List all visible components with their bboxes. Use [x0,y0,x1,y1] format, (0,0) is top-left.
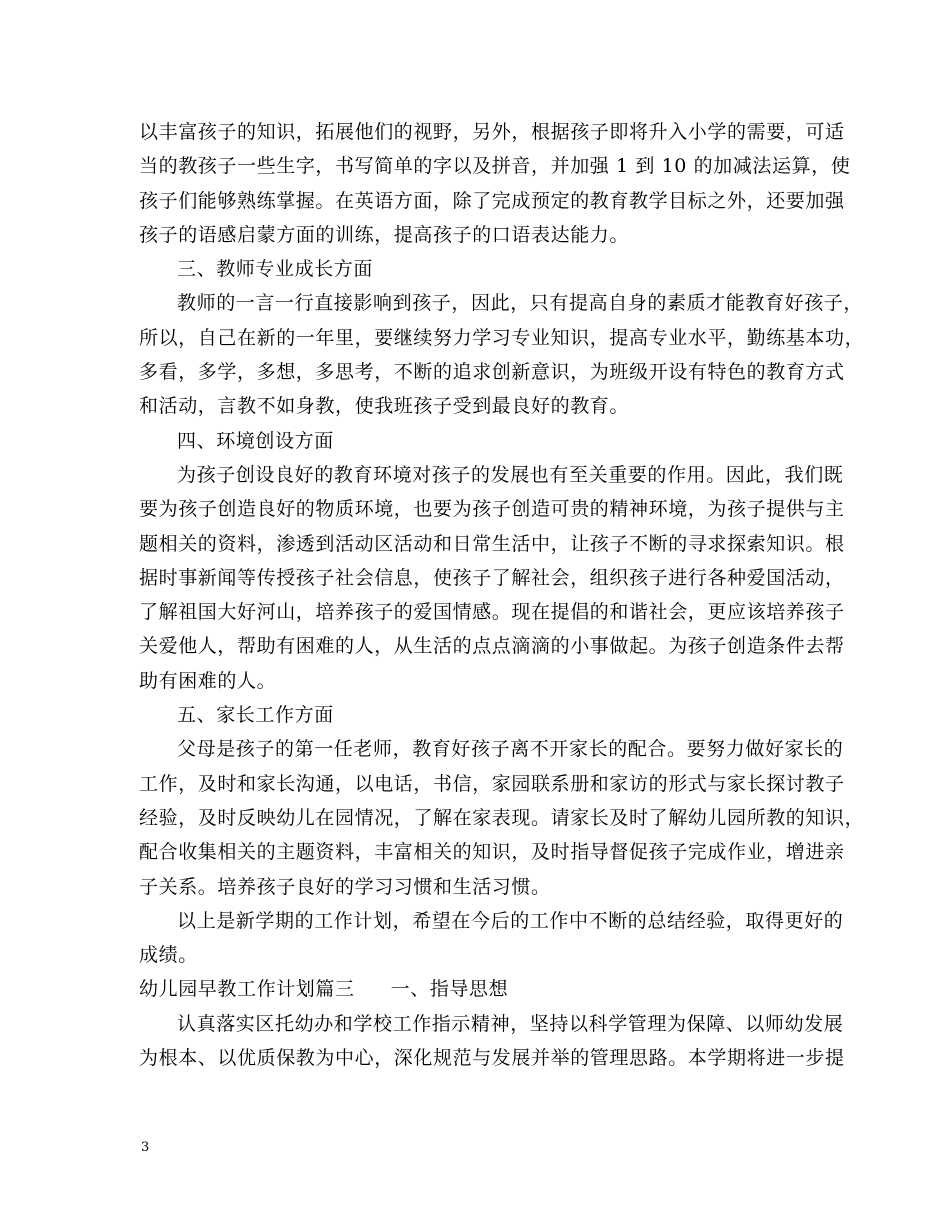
paragraph-line: 以上是新学期的工作计划，希望在今后的工作中不断的总结经验，取得更好的 [177,909,844,932]
paragraph-line: 助有困难的人。 [139,669,277,692]
section-title-gap [355,972,391,1006]
paragraph-line: 以丰富孩子的知识，拓展他们的视野，另外，根据孩子即将升入小学的需要，可适 [139,121,845,143]
paragraph-line: 教师的一言一行直接影响到孩子，因此，只有提高自身的素质才能教育好孩子， [177,292,864,315]
paragraph-line: 孩子的语感启蒙方面的训练，提高孩子的口语表达能力。 [139,223,630,246]
paragraph-line: 题相关的资料，渗透到活动区活动和日常生活中，让孩子不断的寻求探索知识。根 [139,532,845,555]
paragraph-line: 成绩。 [139,944,198,967]
paragraph-line: 父母是孩子的第一任老师，教育好孩子离不开家长的配合。要努力做好家长的 [177,738,844,761]
paragraph-line: 经验，及时反映幼儿在园情况，了解在家表现。请家长及时了解幼儿园所教的知识， [139,806,865,829]
paragraph-line: 子关系。培养孩子良好的学习习惯和生活习惯。 [139,875,551,898]
page-number: 3 [141,1140,150,1155]
section-heading-teacher-growth: 三、教师专业成长方面 [177,258,374,281]
paragraph-line: 工作，及时和家长沟通，以电话，书信，家园联系册和家访的形式与家长探讨教子 [139,772,845,795]
paragraph-line: 据时事新闻等传授孩子社会信息，使孩子了解社会，组织孩子进行各种爱国活动， [139,566,845,589]
section-title-right: 一、指导思想 [390,978,509,1001]
paragraph-line: 认真落实区托幼办和学校工作指示精神，坚持以科学管理为保障、以师幼发展 [177,1012,844,1035]
paragraph-line: 和活动，言教不如身教，使我班孩子受到最良好的教育。 [139,395,630,418]
paragraph-line: 为孩子创设良好的教育环境对孩子的发展也有至关重要的作用。因此，我们既 [177,463,844,486]
document-section-title [139,972,819,1006]
paragraph-line: 关爱他人，帮助有困难的人，从生活的点点滴滴的小事做起。为孩子创造条件去帮 [139,635,845,658]
section-heading-parents: 五、家长工作方面 [177,704,334,727]
section-heading-environment: 四、环境创设方面 [177,429,334,452]
paragraph-line: 多看，多学，多想，多思考，不断的追求创新意识，为班级开设有特色的教育方式 [139,361,845,384]
section-title-left: 幼儿园早教工作计划篇三 [139,978,355,1001]
paragraph-line: 要为孩子创造良好的物质环境，也要为孩子创造可贵的精神环境，为孩子提供与主 [139,498,845,521]
paragraph-line: 当的教孩子一些生字，书写简单的字以及拼音，并加强 1 到 10 的加减法运算，使 [139,155,851,178]
paragraph-line: 所以，自己在新的一年里，要继续努力学习专业知识，提高专业水平，勤练基本功， [139,326,865,349]
paragraph-line: 孩子们能够熟练掌握。在英语方面，除了完成预定的教育教学目标之外，还要加强 [139,189,845,212]
paragraph-line: 了解祖国大好河山，培养孩子的爱国情感。现在提倡的和谐社会，更应该培养孩子 [139,601,845,624]
paragraph-line: 配合收集相关的主题资料，丰富相关的知识，及时指导督促孩子完成作业，增进亲 [139,841,845,864]
document-body [139,115,865,1075]
paragraph-line: 为根本、以优质保教为中心，深化规范与发展并举的管理思路。本学期将进一步提 [139,1047,845,1070]
